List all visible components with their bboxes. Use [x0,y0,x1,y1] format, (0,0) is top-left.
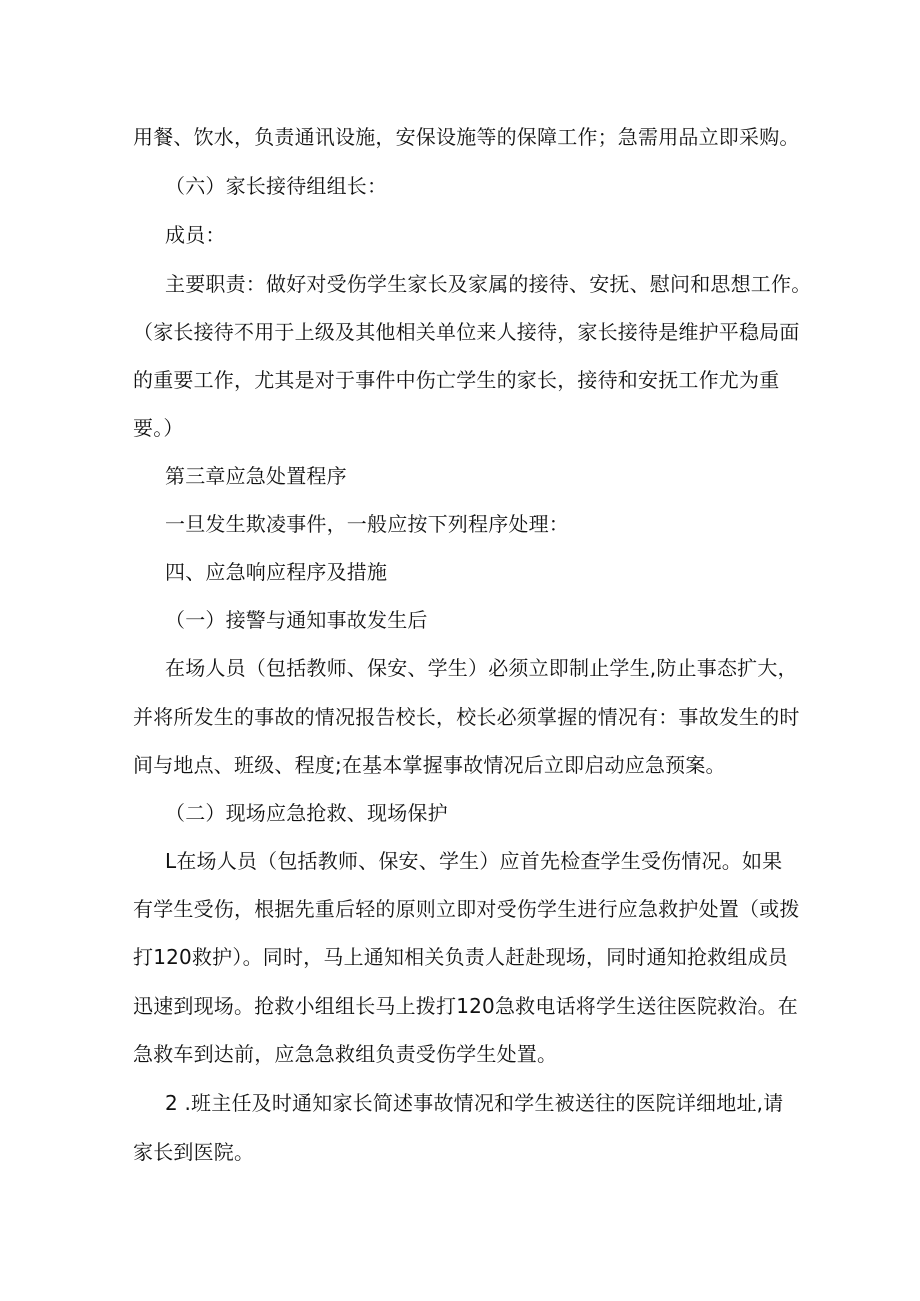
text-line [165,270,920,298]
line-text: 在场人员（包括教师、保安、学生）必须立即制止学生,防止事态扩大， [165,656,798,680]
line-text: （二）现场应急抢救、现场保护 [165,801,448,825]
text-line [133,1138,920,1166]
line-text: 2 .班主任及时通知家长简述事故情况和学生被送往的医院详细地址,请 [165,1091,784,1115]
text-line [133,318,920,346]
line-text: 家长到医院。 [133,1140,255,1164]
text-line [133,1040,920,1068]
text-line [165,510,920,538]
line-text: （六）家长接待组组长： [165,174,388,198]
text-line [133,751,920,779]
text-line [133,943,920,971]
line-text: 第三章应急处置程序 [165,464,347,488]
line-text: 打120救护）。同时，马上通知相关负责人赶赴现场，同时通知抢救组成员 [133,945,788,969]
line-text: 间与地点、班级、程度;在基本掌握事故情况后立即启动应急预案。 [133,753,726,777]
line-text: 主要职责：做好对受伤学生家长及家属的接待、安抚、慰问和思想工作。 [165,272,812,296]
subsection-heading-alarm [165,606,920,634]
line-text: （一）接警与通知事故发生后 [165,608,428,632]
line-text: 要。） [133,416,184,440]
line-text: 有学生受伤，根据先重后轻的原则立即对受伤学生进行应急救护处置（或拨 [133,897,800,921]
chapter-heading [165,462,920,490]
line-text: L在场人员（包括教师、保安、学生）应首先检查学生受伤情况。如果 [165,849,783,873]
section-heading-parent-reception [165,172,920,200]
line-text: 成员： [165,223,226,247]
line-text: 一旦发生欺凌事件，一般应按下列程序处理： [165,512,569,536]
line-text: 并将所发生的事故的情况报告校长，校长必须掌握的情况有：事故发生的时 [133,705,800,729]
line-text: 的重要工作，尤其是对于事件中伤亡学生的家长，接待和安抚工作尤为重 [133,368,780,392]
section-heading-response [165,558,920,586]
line-text: 四、应急响应程序及措施 [165,560,388,584]
text-line [133,895,920,923]
subsection-heading-rescue [165,799,920,827]
text-line [165,1089,920,1117]
line-text: 急救车到达前，应急急救组负责受伤学生处置。 [133,1042,558,1066]
text-line [133,414,920,442]
line-text: 迅速到现场。抢救小组组长马上拨打120急救电话将学生送往医院救治。在 [133,994,798,1018]
text-line [133,992,920,1020]
text-line [133,123,920,151]
text-line [165,847,920,875]
text-line [133,366,920,394]
members-label [165,221,920,249]
text-line [165,654,920,682]
text-line [133,703,920,731]
line-text: （家长接待不用于上级及其他相关单位来人接待，家长接待是维护平稳局面 [133,320,800,344]
line-text: 用餐、饮水，负责通讯设施，安保设施等的保障工作；急需用品立即采购。 [133,125,800,149]
